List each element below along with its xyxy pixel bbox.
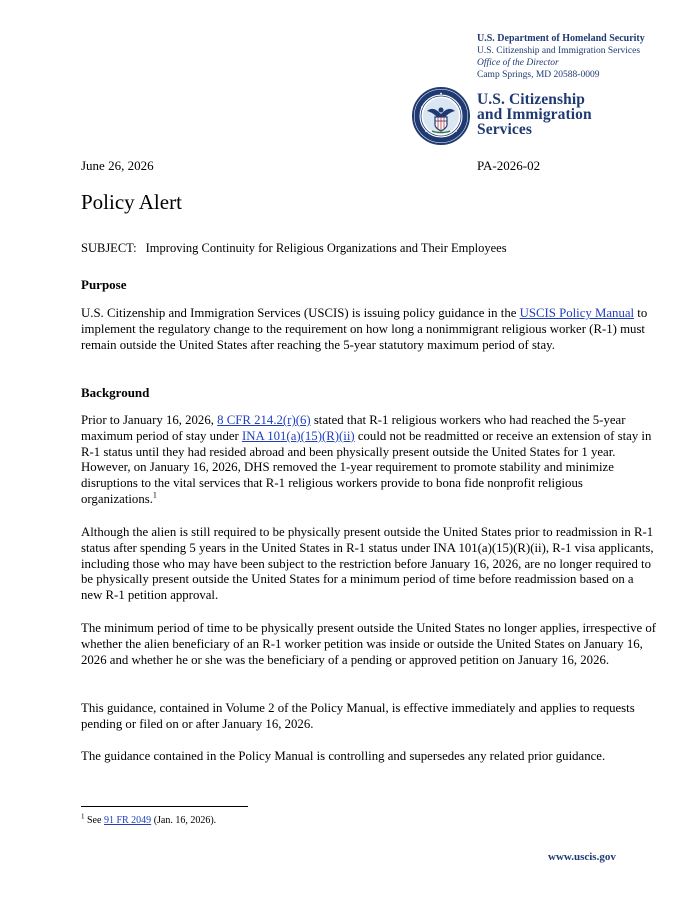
logo-line-3: Services [477, 121, 533, 138]
website-url: www.uscis.gov [548, 851, 616, 863]
background-p1-text-2: stated that R-1 religious workers who had reached the 5-year maximum period of stay under [81, 413, 626, 443]
footnote-ref: 1 [152, 490, 157, 500]
cfr-citation-link[interactable]: 8 CFR 214.2(r)(6) [217, 413, 311, 427]
office-name: Office of the Director [477, 58, 559, 68]
uscis-policy-manual-link[interactable]: USCIS Policy Manual [519, 306, 635, 320]
office-address: Camp Springs, MD 20588-0009 [477, 70, 600, 80]
purpose-text-1: U.S. Citizenship and Immigration Services (USCIS) is issuing policy guidance in the [81, 306, 520, 320]
purpose-paragraph [81, 306, 656, 353]
footnote-text-2: (Jan. 16, 2026). [151, 815, 217, 826]
background-paragraph-1 [81, 413, 656, 508]
footnote-mark: 1 [81, 812, 85, 821]
background-paragraph-3: The minimum period of time to be physically present outside the United States no longer applies, irrespective of whether the alien beneficiary of an R-1 worker petition was inside or outside the United States on January 16, 2026 and whether he or she was the beneficiary of a pending or approved petition on January 16, 2026. [81, 621, 657, 667]
footnote-divider [81, 806, 248, 807]
background-paragraph-4: This guidance, contained in Volume 2 of the Policy Manual, is effective immediately and applies to requests pending or filed on or after January 16, 2026. [81, 701, 635, 731]
agency-name: U.S. Citizenship and Immigration Services [477, 46, 641, 56]
background-p1-text-3: could not be readmitted or receive an extension of stay in R-1 status until they had resided abroad and been physically present outside the United States for 1 year. However, on January 16, 2026, DHS removed the 1-year requirement to promote stability and minimize disruptions to the vital services that R-1 religious workers provide to bona fide nonprofit religious organizations. [81, 428, 652, 506]
background-p1-text-1: Prior to January 16, 2026, [81, 413, 218, 427]
department-name: U.S. Department of Homeland Security [477, 33, 645, 44]
footnote-text-1: See [84, 815, 104, 826]
subject-label: SUBJECT: [81, 241, 137, 255]
subject-text: Improving Continuity for Religious Organizations and Their Employees [145, 241, 507, 255]
logo-line-2: and Immigration [477, 106, 592, 123]
subject-line [81, 241, 507, 256]
document-date: June 26, 2026 [81, 158, 154, 173]
dhs-seal-icon [412, 87, 470, 145]
purpose-text-2: to implement the regulatory change to the requirement on how long a nonimmigrant religious worker (R-1) must remain outside the United States after reaching the 5-year statutory maximum period of stay. [81, 306, 648, 352]
footnote [81, 812, 217, 826]
letterhead [477, 33, 677, 81]
document-number: PA-2026-02 [477, 158, 541, 173]
purpose-heading: Purpose [81, 277, 127, 292]
page-title: Policy Alert [81, 190, 182, 214]
ina-citation-link[interactable]: INA 101(a)(15)(R)(ii) [242, 428, 355, 443]
logo-line-1: U.S. Citizenship [477, 91, 585, 108]
uscis-logo-text [477, 92, 592, 137]
background-heading: Background [81, 385, 150, 400]
background-paragraph-2: Although the alien is still required to be physically present outside the United States prior to readmission in R-1 status after spending 5 years in the United States in R-1 status under INA 101(a)(15)(R)(ii), R-1 visa applicants, including those who may have been subject to the restriction before January 16, 2026, are no longer required to be physically present outside the United States for a minimum period of time before readmission based on a new R-1 petition approval. [81, 525, 654, 603]
background-paragraph-5: The guidance contained in the Policy Manual is controlling and supersedes any related prior guidance. [81, 749, 606, 763]
federal-register-link[interactable]: 91 FR 2049 [103, 815, 152, 826]
